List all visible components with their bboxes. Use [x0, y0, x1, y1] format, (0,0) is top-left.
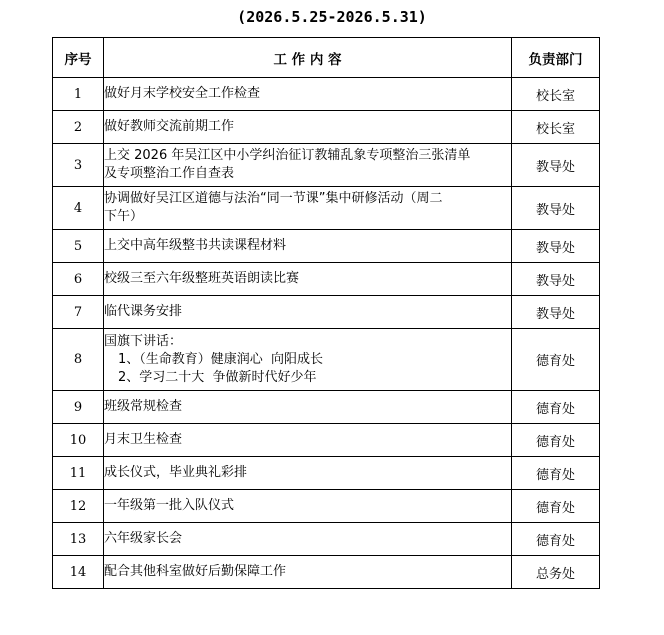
- row-number: 5: [53, 230, 104, 263]
- row-dept: 校长室: [512, 111, 600, 144]
- content-line: 六年级家长会: [104, 531, 183, 546]
- row-dept: 德育处: [512, 329, 600, 391]
- row-number: 4: [53, 187, 104, 230]
- content-line: 校级三至六年级整班英语朗读比赛: [104, 271, 300, 286]
- row-number: 3: [53, 144, 104, 187]
- row-dept: 教导处: [512, 263, 600, 296]
- row-content: [104, 144, 512, 187]
- row-dept: 德育处: [512, 391, 600, 424]
- content-line: 上交 2026 年吴江区中小学纠治征订教辅乱象专项整治三张清单: [104, 148, 471, 163]
- table-row: [53, 296, 600, 329]
- table-row: [53, 556, 600, 589]
- header-no: 序号: [53, 38, 104, 78]
- row-dept: 德育处: [512, 457, 600, 490]
- table-row: [53, 144, 600, 187]
- row-number: 14: [53, 556, 104, 589]
- content-line: 班级常规检查: [104, 399, 183, 414]
- row-content: [104, 230, 512, 263]
- content-line: 做好月末学校安全工作检查: [104, 86, 261, 101]
- row-content: [104, 78, 512, 111]
- header-dept: 负责部门: [512, 38, 600, 78]
- row-number: 13: [53, 523, 104, 556]
- content-line: 下午）: [104, 209, 144, 224]
- row-dept: 教导处: [512, 296, 600, 329]
- row-number: 10: [53, 424, 104, 457]
- table-row: [53, 111, 600, 144]
- table-row: [53, 263, 600, 296]
- content-line: 国旗下讲话：: [104, 333, 183, 349]
- content-line: 做好教师交流前期工作: [104, 119, 235, 134]
- content-line: 2、学习二十大 争做新时代好少年: [118, 369, 317, 385]
- row-number: 9: [53, 391, 104, 424]
- content-line: 月末卫生检查: [104, 432, 183, 447]
- content-line: 成长仪式，毕业典礼彩排: [104, 465, 248, 480]
- row-dept: 德育处: [512, 523, 600, 556]
- table-row: [53, 424, 600, 457]
- header-content: 工 作 内 容: [104, 38, 512, 78]
- row-content: [104, 263, 512, 296]
- row-dept: 教导处: [512, 187, 600, 230]
- row-dept: 校长室: [512, 78, 600, 111]
- content-line: 1、（生命教育）健康润心 向阳成长: [118, 351, 324, 367]
- schedule-period: (2026.5.25-2026.5.31): [237, 8, 427, 26]
- row-content: [104, 296, 512, 329]
- content-line: 配合其他科室做好后勤保障工作: [104, 564, 287, 579]
- row-number: 6: [53, 263, 104, 296]
- row-content: [104, 457, 512, 490]
- row-content: [104, 329, 512, 391]
- table-row: [53, 230, 600, 263]
- table-row: [53, 391, 600, 424]
- table-row: [53, 457, 600, 490]
- content-line: 上交中高年级整书共读课程材料: [104, 238, 287, 253]
- content-line: 临代课务安排: [104, 304, 183, 319]
- table-header-row: [53, 38, 600, 78]
- row-content: [104, 424, 512, 457]
- row-number: 7: [53, 296, 104, 329]
- row-content: [104, 111, 512, 144]
- row-number: 2: [53, 111, 104, 144]
- row-number: 8: [53, 329, 104, 391]
- row-number: 1: [53, 78, 104, 111]
- row-dept: 总务处: [512, 556, 600, 589]
- table-row: [53, 490, 600, 523]
- row-dept: 教导处: [512, 230, 600, 263]
- row-dept: 教导处: [512, 144, 600, 187]
- table-row: [53, 523, 600, 556]
- row-content: [104, 556, 512, 589]
- row-content: [104, 523, 512, 556]
- row-dept: 德育处: [512, 424, 600, 457]
- row-number: 12: [53, 490, 104, 523]
- table-row: [53, 187, 600, 230]
- content-line: 协调做好吴江区道德与法治“同一节课”集中研修活动（周二: [104, 191, 443, 206]
- row-dept: 德育处: [512, 490, 600, 523]
- row-number: 11: [53, 457, 104, 490]
- table-row: [53, 78, 600, 111]
- work-schedule-table: [52, 37, 600, 589]
- content-line: 一年级第一批入队仪式: [104, 498, 235, 513]
- row-content: [104, 187, 512, 230]
- row-content: [104, 490, 512, 523]
- table-row: [53, 329, 600, 391]
- content-line: 及专项整治工作自查表: [104, 166, 235, 181]
- row-content: [104, 391, 512, 424]
